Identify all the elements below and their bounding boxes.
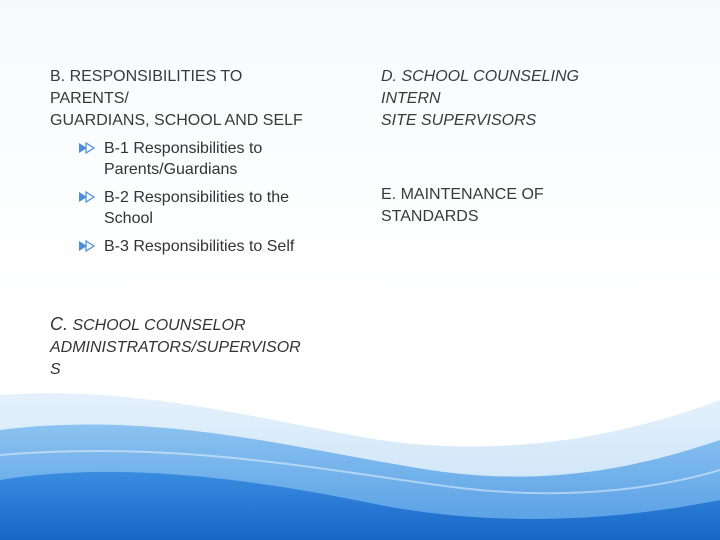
bullet-line: B-2 Responsibilities to the bbox=[104, 189, 289, 206]
heading-c-line: S bbox=[50, 361, 61, 378]
bullet-line: B-3 Responsibilities to Self bbox=[104, 238, 295, 255]
bullet-list bbox=[50, 138, 350, 257]
left-column bbox=[50, 66, 350, 264]
heading-b-line: PARENTS/ bbox=[50, 90, 129, 107]
heading-d-line: SITE SUPERVISORS bbox=[381, 112, 537, 129]
heading-e-line: E. MAINTENANCE OF bbox=[381, 186, 544, 203]
heading-c-line: ADMINISTRATORS/SUPERVISOR bbox=[50, 339, 301, 356]
heading-c-letter: C. bbox=[50, 314, 68, 334]
bullet-icon bbox=[78, 141, 98, 155]
bullet-item bbox=[78, 187, 350, 229]
bullet-item bbox=[78, 138, 350, 180]
bullet-line: B-1 Responsibilities to bbox=[104, 140, 263, 157]
bullet-icon bbox=[78, 239, 98, 253]
heading-d bbox=[381, 66, 681, 132]
heading-e bbox=[381, 184, 681, 228]
heading-d-line: INTERN bbox=[381, 90, 441, 107]
bullet-line: Parents/Guardians bbox=[104, 161, 238, 178]
bullet-icon bbox=[78, 190, 98, 204]
heading-c bbox=[50, 313, 350, 381]
heading-e-line: STANDARDS bbox=[381, 208, 479, 225]
heading-b bbox=[50, 66, 350, 132]
bullet-line: School bbox=[104, 210, 153, 227]
heading-b-line: B. RESPONSIBILITIES TO bbox=[50, 68, 243, 85]
heading-b-line: GUARDIANS, SCHOOL AND SELF bbox=[50, 112, 303, 129]
right-column bbox=[381, 66, 681, 228]
heading-d-line: D. SCHOOL COUNSELING bbox=[381, 68, 579, 85]
heading-c-line: SCHOOL COUNSELOR bbox=[72, 317, 246, 334]
bullet-item bbox=[78, 236, 350, 257]
